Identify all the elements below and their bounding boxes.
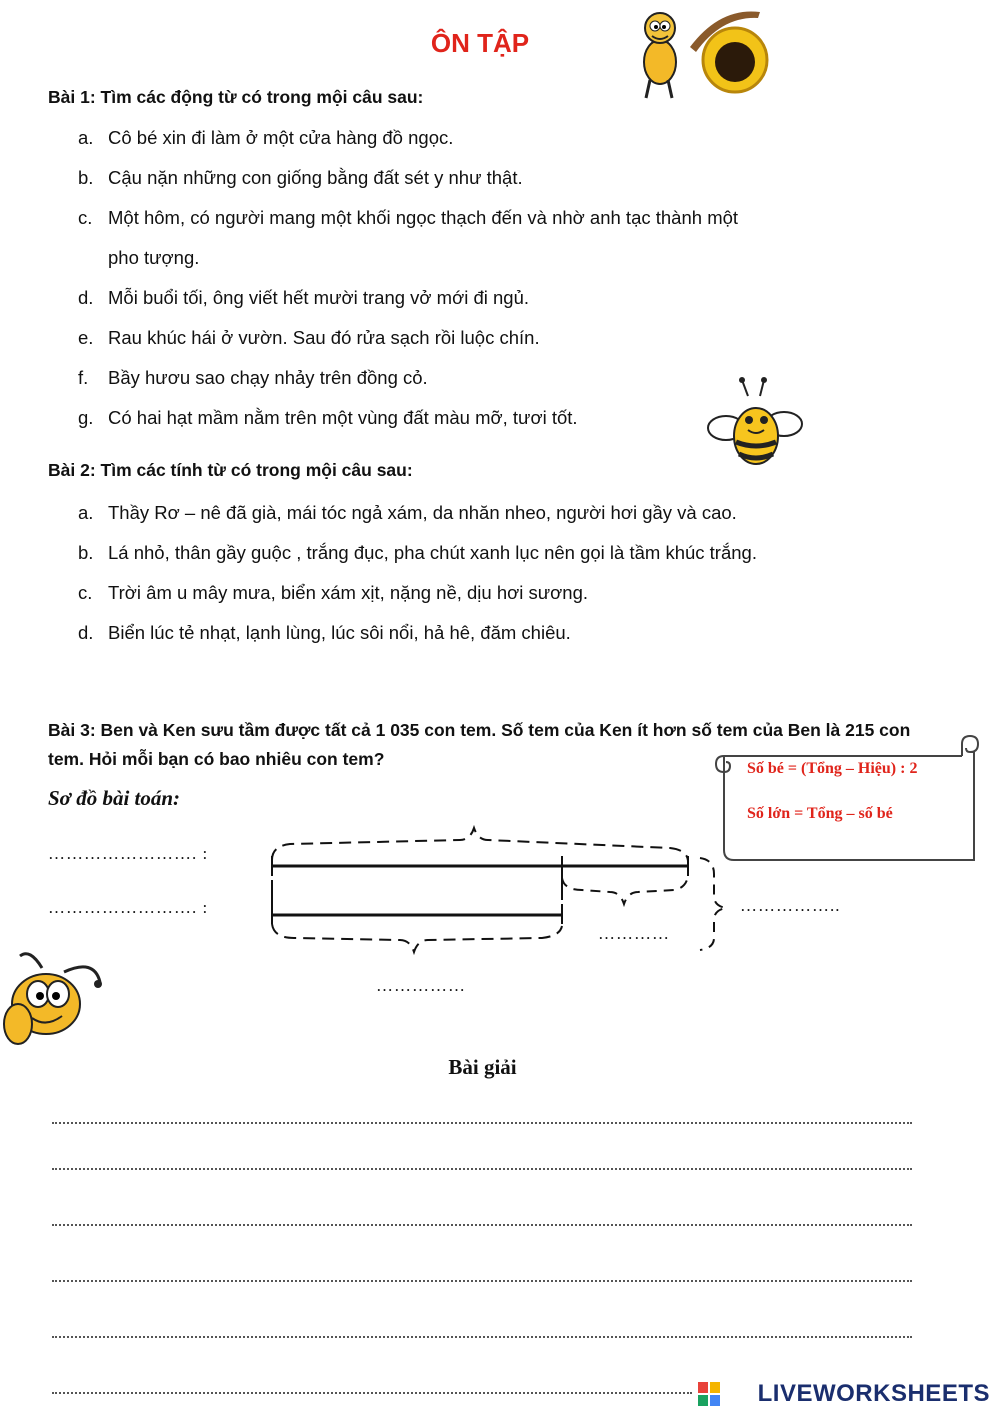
page-title: ÔN TẬP xyxy=(430,28,530,58)
ex1-item-c-continuation: pho tượng. xyxy=(108,247,200,268)
exercise-1-heading: Bài 1: Tìm các động từ có trong mội câu sau: xyxy=(48,87,424,107)
brand-logo-text: LIVEWORKSHEETS xyxy=(757,1380,990,1407)
bee-honeycomb-icon xyxy=(630,2,770,102)
ex1-item-f: f. Bầy hươu sao chạy nhảy trên đồng cỏ. xyxy=(78,367,428,388)
formula-large-number: Số lớn = Tổng – số bé xyxy=(747,805,893,822)
diagram-blank-small[interactable]: …………… xyxy=(376,976,466,995)
ex2-item-d: d. Biển lúc tẻ nhạt, lạnh lùng, lúc sôi nổi, hả hê, đăm chiêu. xyxy=(78,622,571,643)
diagram-blank-total[interactable]: …………….. xyxy=(740,896,841,915)
answer-line-5[interactable] xyxy=(52,1336,912,1338)
ex1-item-e: e. Rau khúc hái ở vườn. Sau đó rửa sạch rồi luộc chín. xyxy=(78,327,540,348)
diagram-blank-row-1[interactable]: ……………………. : xyxy=(48,844,209,863)
solution-title: Bài giải xyxy=(448,1055,517,1079)
answer-line-2[interactable] xyxy=(52,1168,912,1170)
ex1-item-d: d. Mỗi buổi tối, ông viết hết mười trang vở mới đi ngủ. xyxy=(78,287,530,308)
answer-line-6[interactable] xyxy=(52,1392,692,1394)
exercise-2-heading: Bài 2: Tìm các tính từ có trong mội câu sau: xyxy=(48,460,413,480)
formula-small-number: Số bé = (Tổng – Hiệu) : 2 xyxy=(747,760,918,777)
answer-line-1[interactable] xyxy=(52,1122,912,1124)
diagram-blank-row-2[interactable]: ……………………. : xyxy=(48,898,209,917)
ex2-item-c: c. Trời âm u mây mưa, biển xám xịt, nặng nề, dịu hơi sương. xyxy=(78,582,588,603)
exercise-3-heading: Bài 3: Ben và Ken sưu tầm được tất cả 1 035 con tem. Số tem của Ken ít hơn số tem của Ben là 215 con tem. Hỏi mỗi bạn có bao nhiêu con tem? xyxy=(48,720,911,769)
ex1-item-b: b. Cậu nặn những con giống bằng đất sét y như thật. xyxy=(78,167,523,188)
ex1-item-a: a. Cô bé xin đi làm ở một cửa hàng đồ ngọc. xyxy=(78,127,454,148)
liveworksheets-logo-icon xyxy=(698,1382,720,1406)
ex2-item-a: a. Thầy Rơ – nê đã già, mái tóc ngả xám, da nhăn nheo, người hơi gầy và cao. xyxy=(78,502,737,523)
flying-bee-icon xyxy=(704,376,804,476)
answer-line-4[interactable] xyxy=(52,1280,912,1282)
ex2-item-b: b. Lá nhỏ, thân gầy guộc , trắng đục, pha chút xanh lục nên gọi là tầm khúc trắng. xyxy=(78,542,757,563)
peeking-bee-icon xyxy=(2,944,112,1048)
segment-diagram xyxy=(260,820,740,960)
ex1-item-g: g. Có hai hạt mầm nằm trên một vùng đất màu mỡ, tươi tốt. xyxy=(78,407,578,428)
ex1-item-c: c. Một hôm, có người mang một khối ngọc thạch đến và nhờ anh tạc thành một xyxy=(78,207,739,228)
diagram-label: Sơ đồ bài toán: xyxy=(48,786,181,810)
formula-scroll-icon xyxy=(712,732,982,864)
diagram-blank-difference[interactable]: ………… xyxy=(598,924,670,943)
answer-line-3[interactable] xyxy=(52,1224,912,1226)
